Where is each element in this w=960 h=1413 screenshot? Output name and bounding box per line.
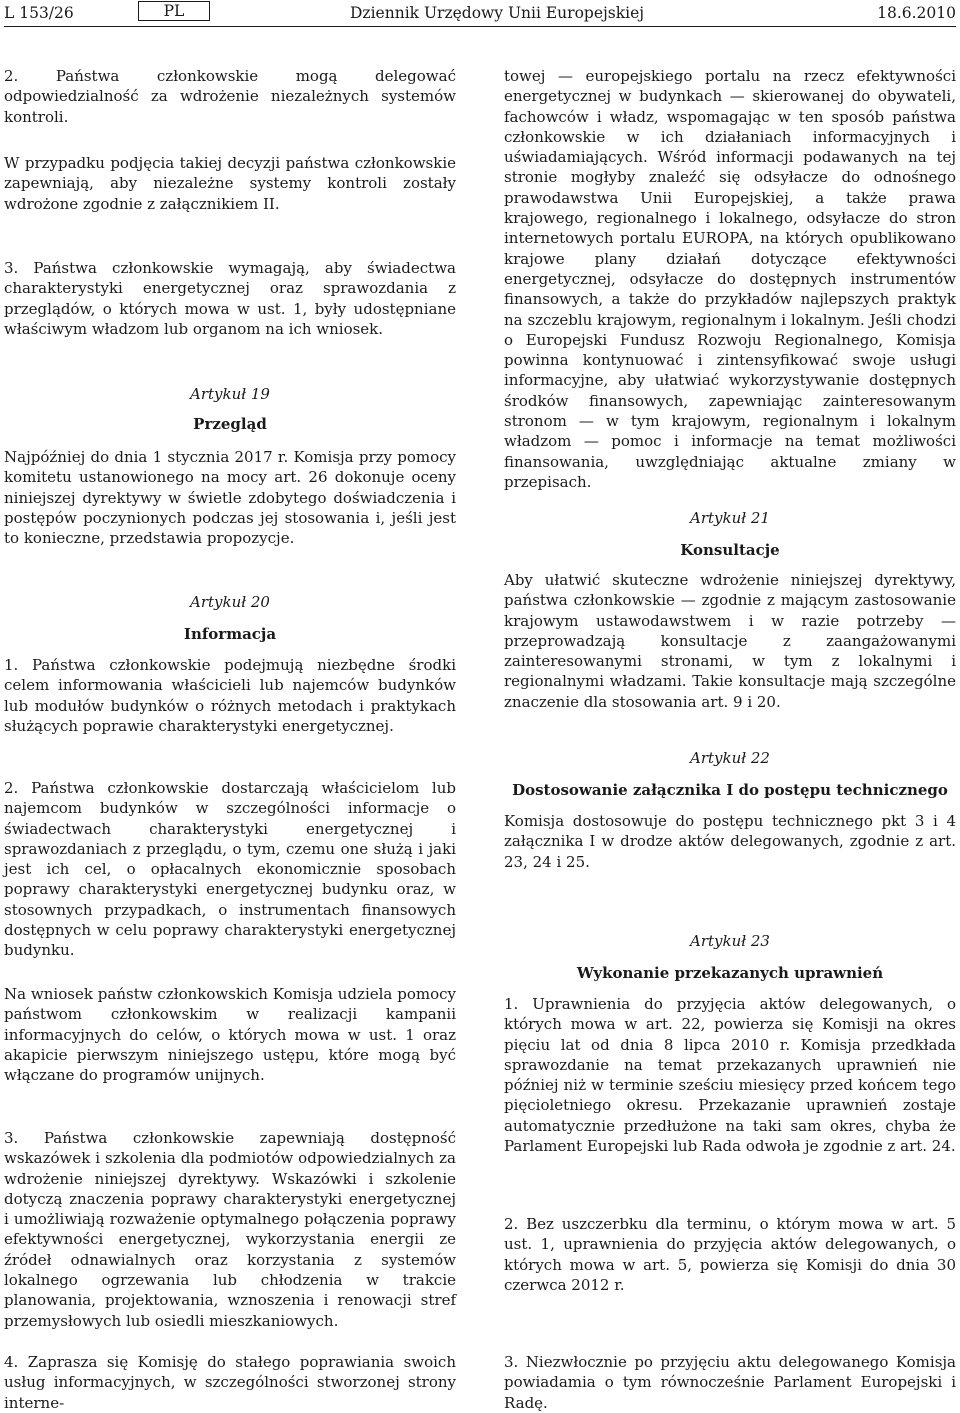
article-21-title: Konsultacje bbox=[680, 541, 780, 559]
page-reference: L 153/26 bbox=[4, 4, 74, 22]
article-23-title: Wykonanie przekazanych uprawnień bbox=[576, 964, 884, 982]
article-20-paragraph-1: 1. Państwa członkowskie podejmują niezbędne środki celem informowania właścicieli lub najemców budynków lub modułów budynków o różnych metodach i praktykach służących poprawie charakterystyki energetycznej. bbox=[4, 656, 456, 735]
article-20-paragraph-2: 2. Państwa członkowskie dostarczają właścicielom lub najemcom budynków w szczególności informacje o świadectwach charakterystyki energetycznej i sprawozdaniach z przeglądu, o tym, czemu one służą i jaki jest ich cel, o opłacalnych ekonomicznie sposobach poprawy charakterystyki energetycznej budynku oraz, w stosownych przypadkach, o instrumentach finansowych dostępnych w celu poprawy charakterystyki energetycznej budynku. bbox=[4, 779, 456, 960]
article-23-paragraph-1: 1. Uprawnienia do przyjęcia aktów delegowanych, o których mowa w art. 22, powierza się Komisji na okres pięciu lat od dnia 8 lipca 2010 r. Komisja przedkłada sprawozdanie na temat przekazanych uprawnień nie później niż w terminie sześciu miesięcy przed końcem tego pięcioletniego okresu. Przekazanie uprawnień zostaje automatycznie przedłużone na taki sam okres, chyba że Parlament Europejski lub Rada odwoła je zgodnie z art. 24. bbox=[504, 995, 956, 1156]
article-22-text: Komisja dostosowuje do postępu technicznego pkt 3 i 4 załącznika I w drodze aktów delegowanych, zgodnie z art. 23, 24 i 25. bbox=[504, 812, 956, 871]
article-19-title: Przegląd bbox=[193, 415, 267, 433]
page-header bbox=[0, 0, 960, 24]
article-19-number: Artykuł 19 bbox=[190, 385, 270, 403]
paragraph-delegation: 2. Państwa członkowskie mogą delegować odpowiedzialność za wdrożenie niezależnych systemów kontroli. bbox=[4, 67, 456, 126]
journal-title: Dziennik Urzędowy Unii Europejskiej bbox=[350, 4, 645, 22]
article-21-number: Artykuł 21 bbox=[690, 509, 770, 527]
article-22-number: Artykuł 22 bbox=[690, 749, 770, 767]
article-20-paragraph-4: 4. Zaprasza się Komisję do stałego poprawiania swoich usług informacyjnych, w szczególności stworzonej strony interne- bbox=[4, 1353, 456, 1412]
paragraph-certificates-access: 3. Państwa członkowskie wymagają, aby świadectwa charakterystyki energetycznej oraz sprawozdania z przeglądów, o których mowa w ust. 1, były udostępniane właściwym władzom lub organom na ich wniosek. bbox=[4, 259, 456, 338]
article-20-paragraph-3: 3. Państwa członkowskie zapewniają dostępność wskazówek i szkolenia dla podmiotów odpowiedzialnych za wdrożenie niniejszej dyrektywy. Wskazówki i szkolenie dotyczą znaczenia poprawy charakterystyki energetycznej i umożliwiają rozważenie optymalnego połączenia poprawy efektywności energetycznej, wykorzystania energii ze źródeł odnawialnych oraz korzystania z systemów lokalnego ogrzewania lub chłodzenia w trakcie planowania, projektowania, wznoszenia i renowacji stref przemysłowych lub osiedli mieszkaniowych. bbox=[4, 1129, 456, 1330]
article-21-text: Aby ułatwić skuteczne wdrożenie niniejszej dyrektywy, państwa członkowskie — zgodnie z mającym zastosowanie krajowym ustawodawstwem i w razie potrzeby — przeprowadzają konsultacje z zaangażowanymi zainteresowanymi stronami, w tym z lokalnymi i regionalnymi władzami. Takie konsultacje mają szczególne znaczenie dla stosowania art. 9 i 20. bbox=[504, 571, 956, 711]
article-23-paragraph-3: 3. Niezwłocznie po przyjęciu aktu delegowanego Komisja powiadamia o tym równocześnie Parlament Europejski i Radę. bbox=[504, 1353, 956, 1412]
header-rule bbox=[4, 26, 956, 27]
article-20-title: Informacja bbox=[183, 625, 277, 643]
paragraph-portal-continued: towej — europejskiego portalu na rzecz efektywności energetycznej w budynkach — skierowanej do obywateli, fachowców i władz, wspomagając w ten sposób państwa członkowskie w ich działaniach informacyjnych i uświadamiających. Wśród informacji podawanych na tej stronie mogłyby znaleźć się odsyłacze do odnośnego prawodawstwa Unii Europejskiej, a także prawa krajowego, regionalnego i lokalnego, odsyłacze do stron internetowych portalu EUROPA, na których opublikowano krajowe plany działań dotyczące efektywności energetycznej, odsyłacze do dostępnych instrumentów finansowych, a także do przykładów najlepszych praktyk na szczeblu krajowym, regionalnym i lokalnym. Jeśli chodzi o Europejski Fundusz Rozwoju Regionalnego, Komisja powinna kontynuować i zintensyfikować swoje usługi informacyjne, aby ułatwiać wykorzystywanie dostępnych środków finansowych, zapewniając zainteresowanym stronom — w tym krajowym, regionalnym i lokalnym władzom — pomoc i informacje na temat możliwości finansowania, uwzględniając aktualne zmiany w przepisach. bbox=[504, 67, 956, 491]
article-20-paragraph-2-subparagraph: Na wniosek państw członkowskich Komisja udziela pomocy państwom członkowskim w realizacji kampanii informacyjnych do celów, o których mowa w ust. 1 oraz akapicie pierwszym niniejszego ustępu, które mogą być włączane do programów unijnych. bbox=[4, 985, 456, 1085]
publication-date: 18.6.2010 bbox=[877, 4, 956, 22]
article-22-title: Dostosowanie załącznika I do postępu technicznego bbox=[512, 781, 948, 799]
article-19-text: Najpóźniej do dnia 1 stycznia 2017 r. Komisja przy pomocy komitetu ustanowionego na mocy art. 26 dokonuje oceny niniejszej dyrektywy w świetle zdobytego doświadczenia i postępów poczynionych podczas jej stosowania i, jeśli jest to konieczne, przedstawia propozycje. bbox=[4, 448, 456, 548]
language-badge: PL bbox=[138, 1, 210, 21]
paragraph-independent-control: W przypadku podjęcia takiej decyzji państwa członkowskie zapewniają, aby niezależne systemy kontroli zostały wdrożone zgodnie z załącznikiem II. bbox=[4, 154, 456, 213]
article-20-number: Artykuł 20 bbox=[190, 593, 270, 611]
article-23-number: Artykuł 23 bbox=[690, 932, 770, 950]
article-23-paragraph-2: 2. Bez uszczerbku dla terminu, o którym mowa w art. 5 ust. 1, uprawnienia do przyjęcia aktów delegowanych, o których mowa w art. 5, powierza się Komisji do dnia 30 czerwca 2012 r. bbox=[504, 1215, 956, 1294]
